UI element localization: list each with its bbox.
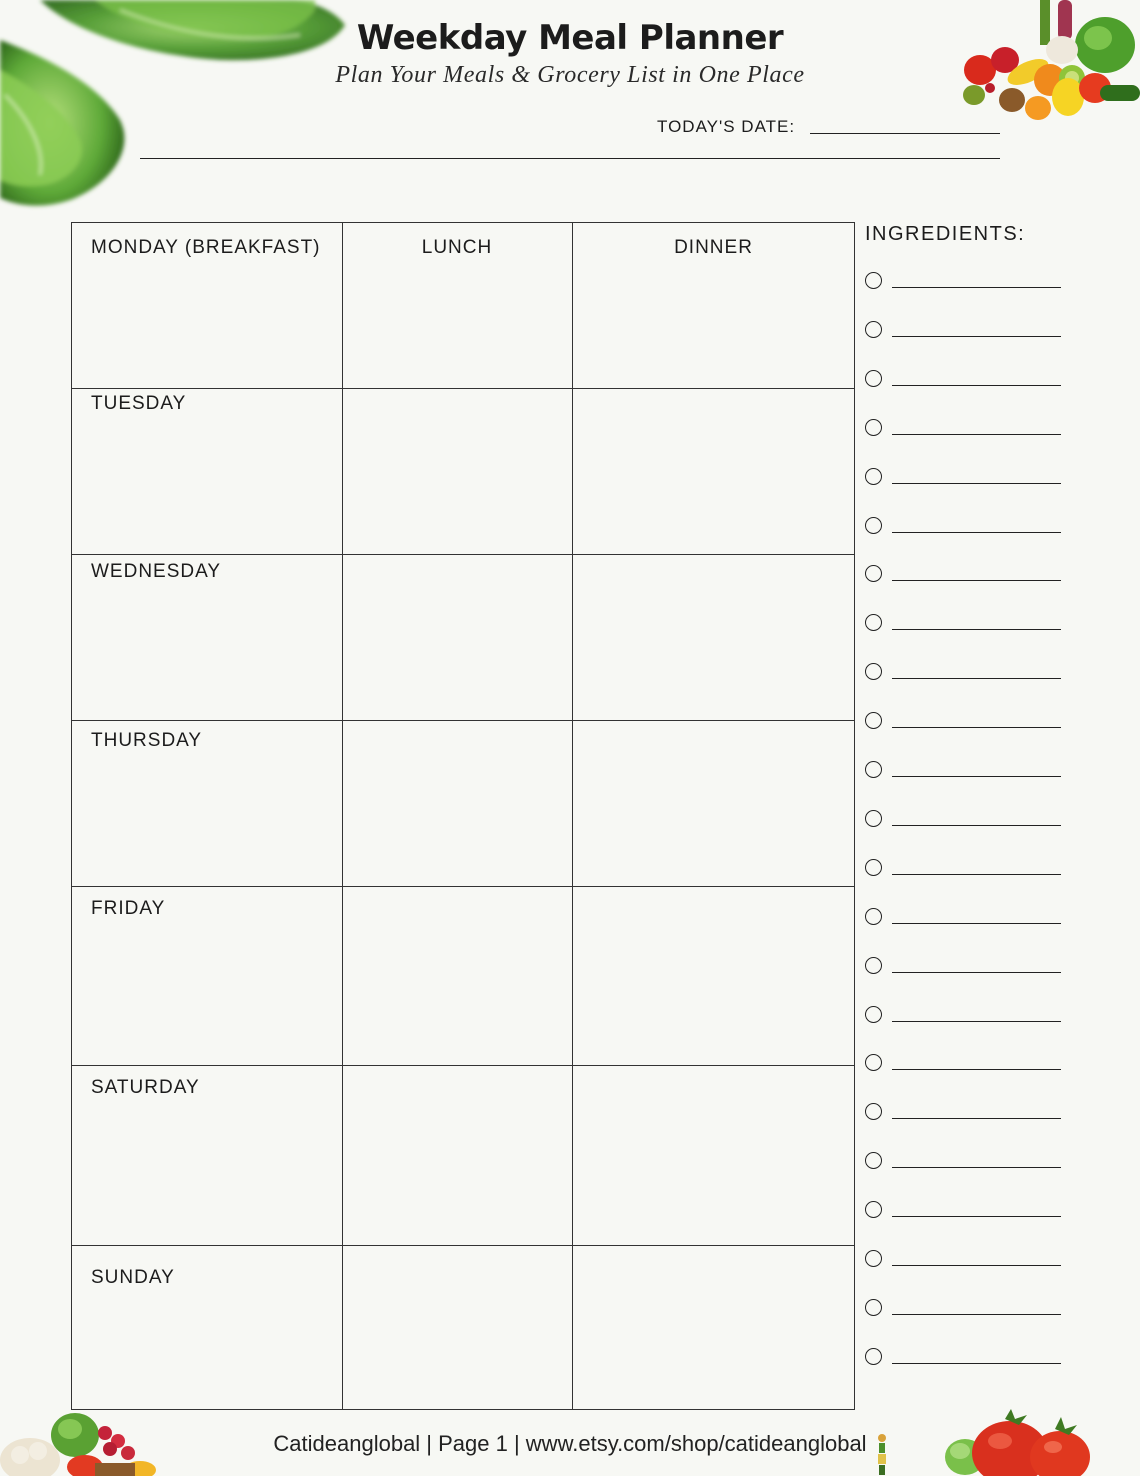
ingredient-write-line[interactable] [892, 923, 1061, 924]
row-divider [72, 720, 854, 721]
ingredient-item[interactable] [865, 515, 1065, 539]
ingredient-write-line[interactable] [892, 972, 1061, 973]
date-label: TODAY'S DATE: [657, 117, 796, 136]
ingredient-checkbox[interactable] [865, 321, 882, 338]
ingredient-item[interactable] [865, 661, 1065, 685]
ingredient-checkbox[interactable] [865, 419, 882, 436]
ingredient-write-line[interactable] [892, 629, 1061, 630]
ingredient-checkbox[interactable] [865, 712, 882, 729]
ingredient-checkbox[interactable] [865, 468, 882, 485]
row-divider [72, 1245, 854, 1246]
ingredient-write-line[interactable] [892, 825, 1061, 826]
ingredient-item[interactable] [865, 368, 1065, 392]
ingredient-checkbox[interactable] [865, 565, 882, 582]
ingredient-item[interactable] [865, 710, 1065, 734]
meal-planner-grid [71, 222, 855, 1410]
day-label-tuesday: TUESDAY [91, 393, 187, 414]
header-dinner: DINNER [674, 237, 753, 258]
ingredient-write-line[interactable] [892, 1118, 1061, 1119]
row-divider [72, 886, 854, 887]
ingredient-checkbox[interactable] [865, 370, 882, 387]
row-divider [72, 388, 854, 389]
ingredient-write-line[interactable] [892, 1021, 1061, 1022]
ingredient-item[interactable] [865, 466, 1065, 490]
page-subtitle: Plan Your Meals & Grocery List in One Place [335, 62, 805, 88]
column-divider [342, 223, 343, 1409]
ingredient-write-line[interactable] [892, 678, 1061, 679]
ingredient-item[interactable] [865, 1346, 1065, 1370]
page-title: Weekday Meal Planner [356, 18, 784, 58]
ingredient-checkbox[interactable] [865, 1299, 882, 1316]
ingredient-item[interactable] [865, 906, 1065, 930]
ingredient-item[interactable] [865, 563, 1065, 587]
ingredient-checkbox[interactable] [865, 614, 882, 631]
ingredient-write-line[interactable] [892, 1216, 1061, 1217]
ingredient-write-line[interactable] [892, 776, 1061, 777]
ingredient-checkbox[interactable] [865, 1348, 882, 1365]
ingredient-checkbox[interactable] [865, 1006, 882, 1023]
ingredient-item[interactable] [865, 1052, 1065, 1076]
day-label-sunday: SUNDAY [91, 1267, 175, 1288]
ingredient-item[interactable] [865, 1199, 1065, 1223]
header-divider [140, 158, 1000, 159]
row-divider [72, 554, 854, 555]
date-field-line[interactable] [810, 133, 1000, 134]
header-lunch: LUNCH [421, 237, 493, 258]
ingredient-item[interactable] [865, 1297, 1065, 1321]
ingredient-item[interactable] [865, 1101, 1065, 1125]
ingredient-checkbox[interactable] [865, 859, 882, 876]
ingredient-checkbox[interactable] [865, 957, 882, 974]
footer-text: Catideanglobal | Page 1 | www.etsy.com/shop/catideanglobal [273, 1431, 867, 1456]
ingredient-write-line[interactable] [892, 1069, 1061, 1070]
day-label-friday: FRIDAY [91, 898, 166, 919]
day-label-thursday: THURSDAY [91, 730, 203, 751]
ingredient-item[interactable] [865, 955, 1065, 979]
ingredient-write-line[interactable] [892, 483, 1061, 484]
ingredient-item[interactable] [865, 1150, 1065, 1174]
ingredient-write-line[interactable] [892, 1314, 1061, 1315]
ingredient-write-line[interactable] [892, 287, 1061, 288]
ingredient-item[interactable] [865, 612, 1065, 636]
ingredient-write-line[interactable] [892, 874, 1061, 875]
ingredient-checkbox[interactable] [865, 1201, 882, 1218]
ingredient-checkbox[interactable] [865, 272, 882, 289]
ingredient-write-line[interactable] [892, 580, 1061, 581]
ingredient-write-line[interactable] [892, 532, 1061, 533]
ingredient-checkbox[interactable] [865, 663, 882, 680]
ingredient-checkbox[interactable] [865, 517, 882, 534]
ingredient-item[interactable] [865, 417, 1065, 441]
ingredient-write-line[interactable] [892, 385, 1061, 386]
ingredient-item[interactable] [865, 808, 1065, 832]
ingredient-item[interactable] [865, 270, 1065, 294]
ingredient-item[interactable] [865, 759, 1065, 783]
ingredients-title: INGREDIENTS: [865, 223, 1026, 245]
ingredient-checkbox[interactable] [865, 1054, 882, 1071]
column-divider [572, 223, 573, 1409]
ingredient-write-line[interactable] [892, 1265, 1061, 1266]
ingredient-item[interactable] [865, 1004, 1065, 1028]
ingredient-checkbox[interactable] [865, 810, 882, 827]
ingredient-checkbox[interactable] [865, 1250, 882, 1267]
ingredient-write-line[interactable] [892, 336, 1061, 337]
row-divider [72, 1065, 854, 1066]
ingredient-write-line[interactable] [892, 434, 1061, 435]
ingredient-checkbox[interactable] [865, 1103, 882, 1120]
ingredient-item[interactable] [865, 857, 1065, 881]
ingredient-item[interactable] [865, 1248, 1065, 1272]
ingredient-checkbox[interactable] [865, 1152, 882, 1169]
ingredient-write-line[interactable] [892, 1167, 1061, 1168]
header-monday-breakfast: MONDAY (BREAKFAST) [91, 237, 321, 258]
ingredient-item[interactable] [865, 319, 1065, 343]
day-label-saturday: SATURDAY [91, 1077, 200, 1098]
day-label-wednesday: WEDNESDAY [91, 561, 222, 582]
ingredient-write-line[interactable] [892, 1363, 1061, 1364]
ingredient-write-line[interactable] [892, 727, 1061, 728]
ingredient-checkbox[interactable] [865, 761, 882, 778]
ingredient-checkbox[interactable] [865, 908, 882, 925]
